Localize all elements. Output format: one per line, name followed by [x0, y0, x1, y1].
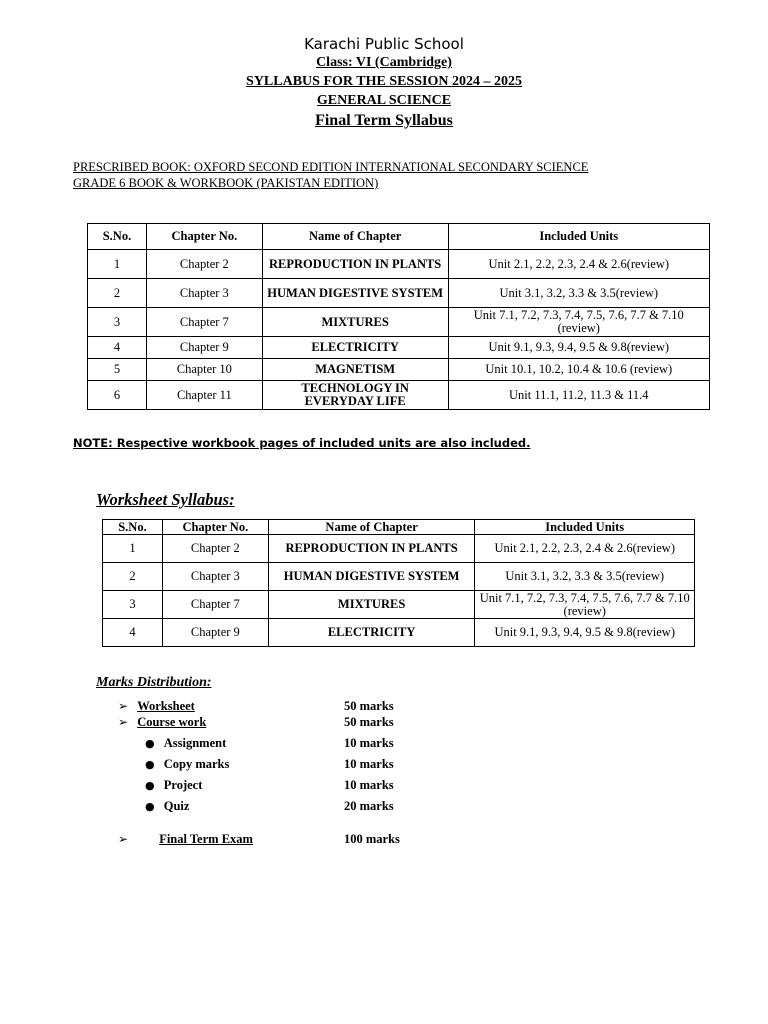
cell-units: Unit 2.1, 2.2, 2.3, 2.4 & 2.6(review) [448, 250, 709, 279]
cell-sno: 4 [103, 619, 163, 647]
table-row [88, 250, 710, 279]
cell-chapter-name: MAGNETISM [262, 359, 448, 381]
table-row [88, 279, 710, 308]
bullet-icon: ● [145, 758, 155, 771]
marks-label: Project [163, 778, 203, 792]
cell-chapter-name: REPRODUCTION IN PLANTS [268, 535, 475, 563]
cell-units: Unit 7.1, 7.2, 7.3, 7.4, 7.5, 7.6, 7.7 & 7.10 (review) [448, 308, 709, 337]
prescribed-book-line1: PRESCRIBED BOOK: OXFORD SECOND EDITION INTERNATIONAL SECONDARY SCIENCE [73, 160, 589, 174]
marks-item-row [145, 757, 229, 772]
cell-chapter-name: REPRODUCTION IN PLANTS [262, 250, 448, 279]
marks-value: 10 marks [344, 736, 394, 750]
cell-chapter-name: MIXTURES [268, 591, 475, 619]
marks-item-row [145, 736, 226, 751]
table-row [88, 308, 710, 337]
cell-sno: 3 [88, 308, 147, 337]
prescribed-book [73, 159, 733, 191]
header-units: Included Units [475, 520, 695, 535]
table-row [88, 381, 710, 410]
session-title: SYLLABUS FOR THE SESSION 2024 – 2025 [246, 74, 522, 89]
table-row [88, 337, 710, 359]
cell-chapter-name: MIXTURES [262, 308, 448, 337]
cell-chapter: Chapter 9 [162, 619, 268, 647]
cell-chapter: Chapter 3 [146, 279, 262, 308]
marks-value: 10 marks [344, 778, 394, 792]
cell-chapter: Chapter 3 [162, 563, 268, 591]
marks-heading: Marks Distribution: [96, 675, 212, 690]
cell-units: Unit 9.1, 9.3, 9.4, 9.5 & 9.8(review) [448, 337, 709, 359]
subject-title: GENERAL SCIENCE [316, 93, 452, 108]
cell-units: Unit 3.1, 3.2, 3.3 & 3.5(review) [448, 279, 709, 308]
cell-units: Unit 2.1, 2.2, 2.3, 2.4 & 2.6(review) [475, 535, 695, 563]
cell-chapter: Chapter 2 [146, 250, 262, 279]
cell-chapter: Chapter 7 [162, 591, 268, 619]
marks-value: 100 marks [344, 832, 400, 846]
arrow-bullet-icon: ➢ [118, 832, 129, 846]
bullet-icon: ● [145, 779, 155, 792]
header-sno: S.No. [103, 520, 163, 535]
worksheet-heading: Worksheet Syllabus: [96, 490, 235, 509]
syllabus-table [87, 223, 710, 410]
class-title: Class: VI (Cambridge) [316, 55, 452, 70]
marks-final-row [118, 832, 253, 847]
bullet-icon: ● [145, 737, 155, 750]
cell-chapter-name: ELECTRICITY [262, 337, 448, 359]
header-chapter-no: Chapter No. [146, 224, 262, 250]
cell-chapter: Chapter 11 [146, 381, 262, 410]
cell-sno: 6 [88, 381, 147, 410]
marks-item-row [145, 799, 189, 814]
cell-sno: 1 [103, 535, 163, 563]
cell-chapter-name: ELECTRICITY [268, 619, 475, 647]
school-name: Karachi Public School [304, 35, 464, 53]
header-chapter-name: Name of Chapter [262, 224, 448, 250]
cell-units: Unit 9.1, 9.3, 9.4, 9.5 & 9.8(review) [475, 619, 695, 647]
marks-value: 50 marks [344, 699, 394, 713]
cell-units: Unit 10.1, 10.2, 10.4 & 10.6 (review) [448, 359, 709, 381]
table-row [103, 591, 695, 619]
cell-chapter-name: HUMAN DIGESTIVE SYSTEM [268, 563, 475, 591]
arrow-bullet-icon: ➢ [118, 715, 129, 729]
header-units: Included Units [448, 224, 709, 250]
term-title: Final Term Syllabus [315, 112, 453, 129]
marks-item-row [145, 778, 202, 793]
cell-chapter: Chapter 10 [146, 359, 262, 381]
header-sno: S.No. [88, 224, 147, 250]
marks-label: Copy marks [163, 757, 230, 771]
marks-label: Assignment [163, 736, 227, 750]
marks-worksheet-row [118, 699, 195, 714]
table-header-row [88, 224, 710, 250]
marks-label: Course work [137, 715, 207, 729]
table-header-row [103, 520, 695, 535]
cell-units: Unit 7.1, 7.2, 7.3, 7.4, 7.5, 7.6, 7.7 & 7.10 (review) [475, 591, 695, 619]
cell-chapter: Chapter 7 [146, 308, 262, 337]
header-chapter-no: Chapter No. [162, 520, 268, 535]
cell-chapter: Chapter 9 [146, 337, 262, 359]
arrow-bullet-icon: ➢ [118, 699, 129, 713]
cell-sno: 1 [88, 250, 147, 279]
table-row [103, 563, 695, 591]
marks-label: Worksheet [137, 699, 195, 713]
worksheet-table [102, 519, 695, 647]
cell-sno: 2 [103, 563, 163, 591]
prescribed-book-line2: GRADE 6 BOOK & WORKBOOK (PAKISTAN EDITION) [73, 176, 379, 190]
marks-value: 20 marks [344, 799, 394, 813]
marks-value: 50 marks [344, 715, 394, 729]
header-chapter-name: Name of Chapter [268, 520, 475, 535]
cell-sno: 5 [88, 359, 147, 381]
marks-label: Quiz [163, 799, 190, 813]
bullet-icon: ● [145, 800, 155, 813]
marks-coursework-row [118, 715, 206, 730]
cell-units: Unit 11.1, 11.2, 11.3 & 11.4 [448, 381, 709, 410]
cell-sno: 3 [103, 591, 163, 619]
cell-chapter-name: HUMAN DIGESTIVE SYSTEM [262, 279, 448, 308]
marks-value: 10 marks [344, 757, 394, 771]
workbook-note: NOTE: Respective workbook pages of included units are also included. [73, 436, 531, 450]
table-row [103, 619, 695, 647]
cell-sno: 4 [88, 337, 147, 359]
cell-sno: 2 [88, 279, 147, 308]
marks-label: Final Term Exam [159, 832, 253, 846]
cell-chapter-name: TECHNOLOGY IN EVERYDAY LIFE [262, 381, 448, 410]
cell-units: Unit 3.1, 3.2, 3.3 & 3.5(review) [475, 563, 695, 591]
table-row [103, 535, 695, 563]
table-row [88, 359, 710, 381]
cell-chapter: Chapter 2 [162, 535, 268, 563]
